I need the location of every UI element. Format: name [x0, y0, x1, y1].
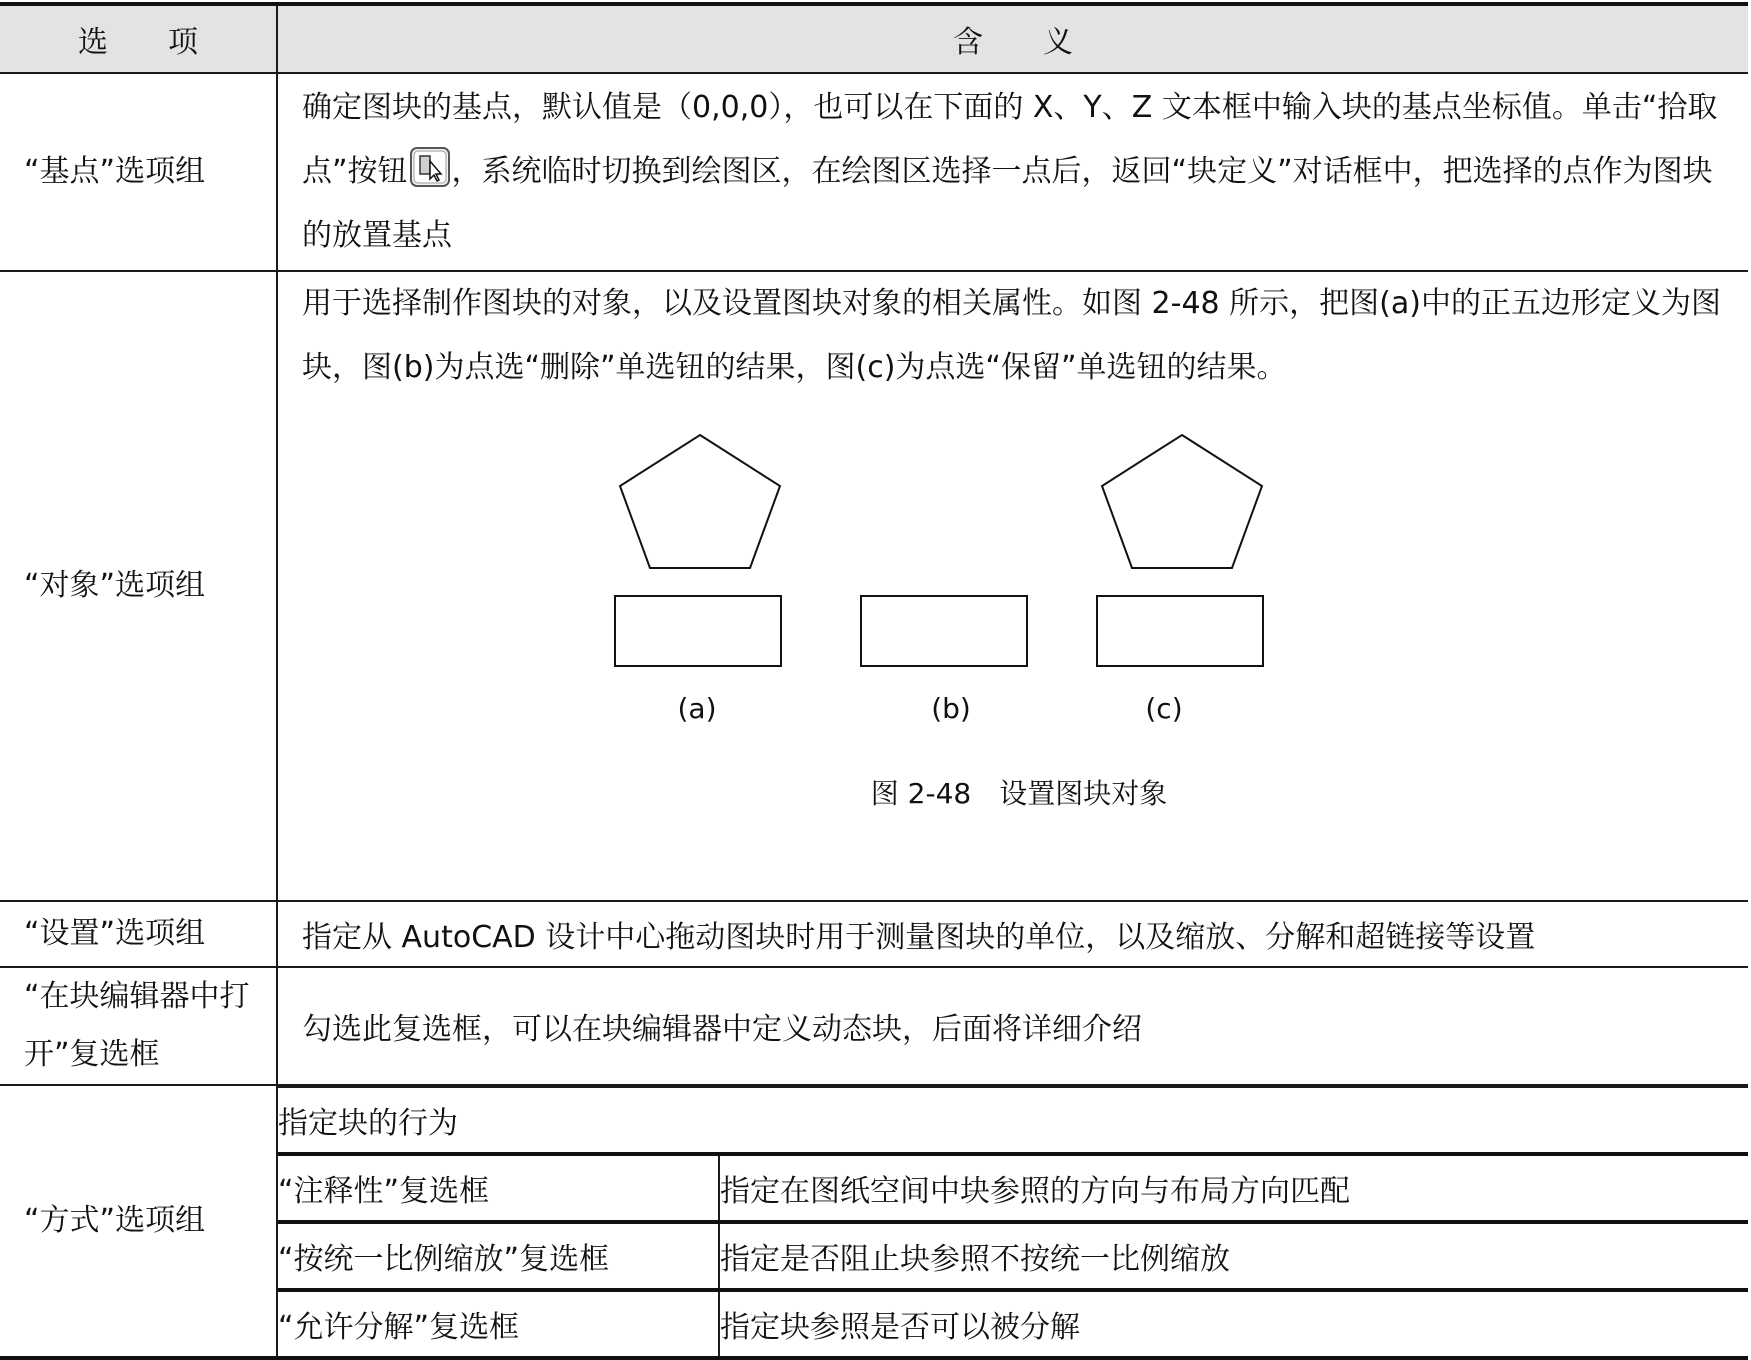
basepoint-text-a: 确定图块的基点，默认值是（0,0,0），也可以在下面的 X、Y、Z 文本框中输入块的基点坐标值。单击“拾取点”按钮	[302, 90, 1718, 189]
option-cell: “在块编辑器中打开”复选框	[0, 967, 277, 1085]
meaning-cell	[277, 73, 1748, 271]
option-cell: “对象”选项组	[0, 271, 277, 901]
header-option: 选 项	[0, 4, 277, 73]
rectangle-a	[615, 596, 781, 666]
option-cell: “基点”选项组	[0, 73, 277, 271]
meaning-cell	[277, 1085, 1748, 1358]
basepoint-description	[302, 76, 1736, 268]
subtable-desc: 指定在图纸空间中块参照的方向与布局方向匹配	[719, 1154, 1748, 1222]
header-row	[0, 4, 1748, 73]
pentagon-a	[620, 435, 780, 568]
subtable-desc: 指定块参照是否可以被分解	[719, 1290, 1748, 1356]
table-row	[0, 901, 1748, 967]
rectangle-b	[861, 596, 1027, 666]
meaning-cell: 勾选此复选框，可以在块编辑器中定义动态块，后面将详细介绍	[277, 967, 1748, 1085]
subtable-name: “注释性”复选框	[278, 1154, 719, 1222]
method-subtable	[278, 1086, 1748, 1356]
figure-caption: 图 2-48 设置图块对象	[870, 777, 1168, 810]
table-row	[0, 967, 1748, 1085]
subtable-name: “按统一比例缩放”复选框	[278, 1222, 719, 1290]
meaning-cell: 指定从 AutoCAD 设计中心拖动图块时用于测量图块的单位，以及缩放、分解和超链接等设置	[277, 901, 1748, 967]
subtable-row	[278, 1222, 1748, 1290]
option-cell: “设置”选项组	[0, 901, 277, 967]
header-meaning: 含 义	[277, 4, 1748, 73]
subtable-row	[278, 1154, 1748, 1222]
subtable-name: “允许分解”复选框	[278, 1290, 719, 1356]
figure-label-c: (c)	[1145, 692, 1183, 725]
pentagon-c	[1102, 435, 1262, 568]
subtable-row	[278, 1290, 1748, 1356]
figure-label-a: (a)	[677, 692, 717, 725]
table-row	[0, 271, 1748, 901]
figure-label-b: (b)	[931, 692, 971, 725]
figure-2-48	[302, 400, 1736, 900]
table-row	[0, 73, 1748, 271]
subtable-desc: 指定是否阻止块参照不按统一比例缩放	[719, 1222, 1748, 1290]
object-description: 用于选择制作图块的对象，以及设置图块对象的相关属性。如图 2-48 所示，把图(a)中的正五边形定义为图块，图(b)为点选“删除”单选钮的结果，图(c)为点选“保留”单选钮的结果。	[302, 286, 1721, 385]
options-table	[0, 2, 1748, 1360]
meaning-cell	[277, 271, 1748, 901]
method-intro: 指定块的行为	[278, 1087, 1748, 1154]
option-cell: “方式”选项组	[0, 1085, 277, 1358]
table-row	[0, 1085, 1748, 1358]
subtable-intro-row	[278, 1087, 1748, 1154]
basepoint-text-b: ，系统临时切换到绘图区，在绘图区选择一点后，返回“块定义”对话框中，把选择的点作为图块的放置基点	[302, 154, 1713, 253]
rectangle-c	[1097, 596, 1263, 666]
pick-point-icon	[410, 146, 450, 186]
figure-drawing	[302, 400, 1751, 900]
